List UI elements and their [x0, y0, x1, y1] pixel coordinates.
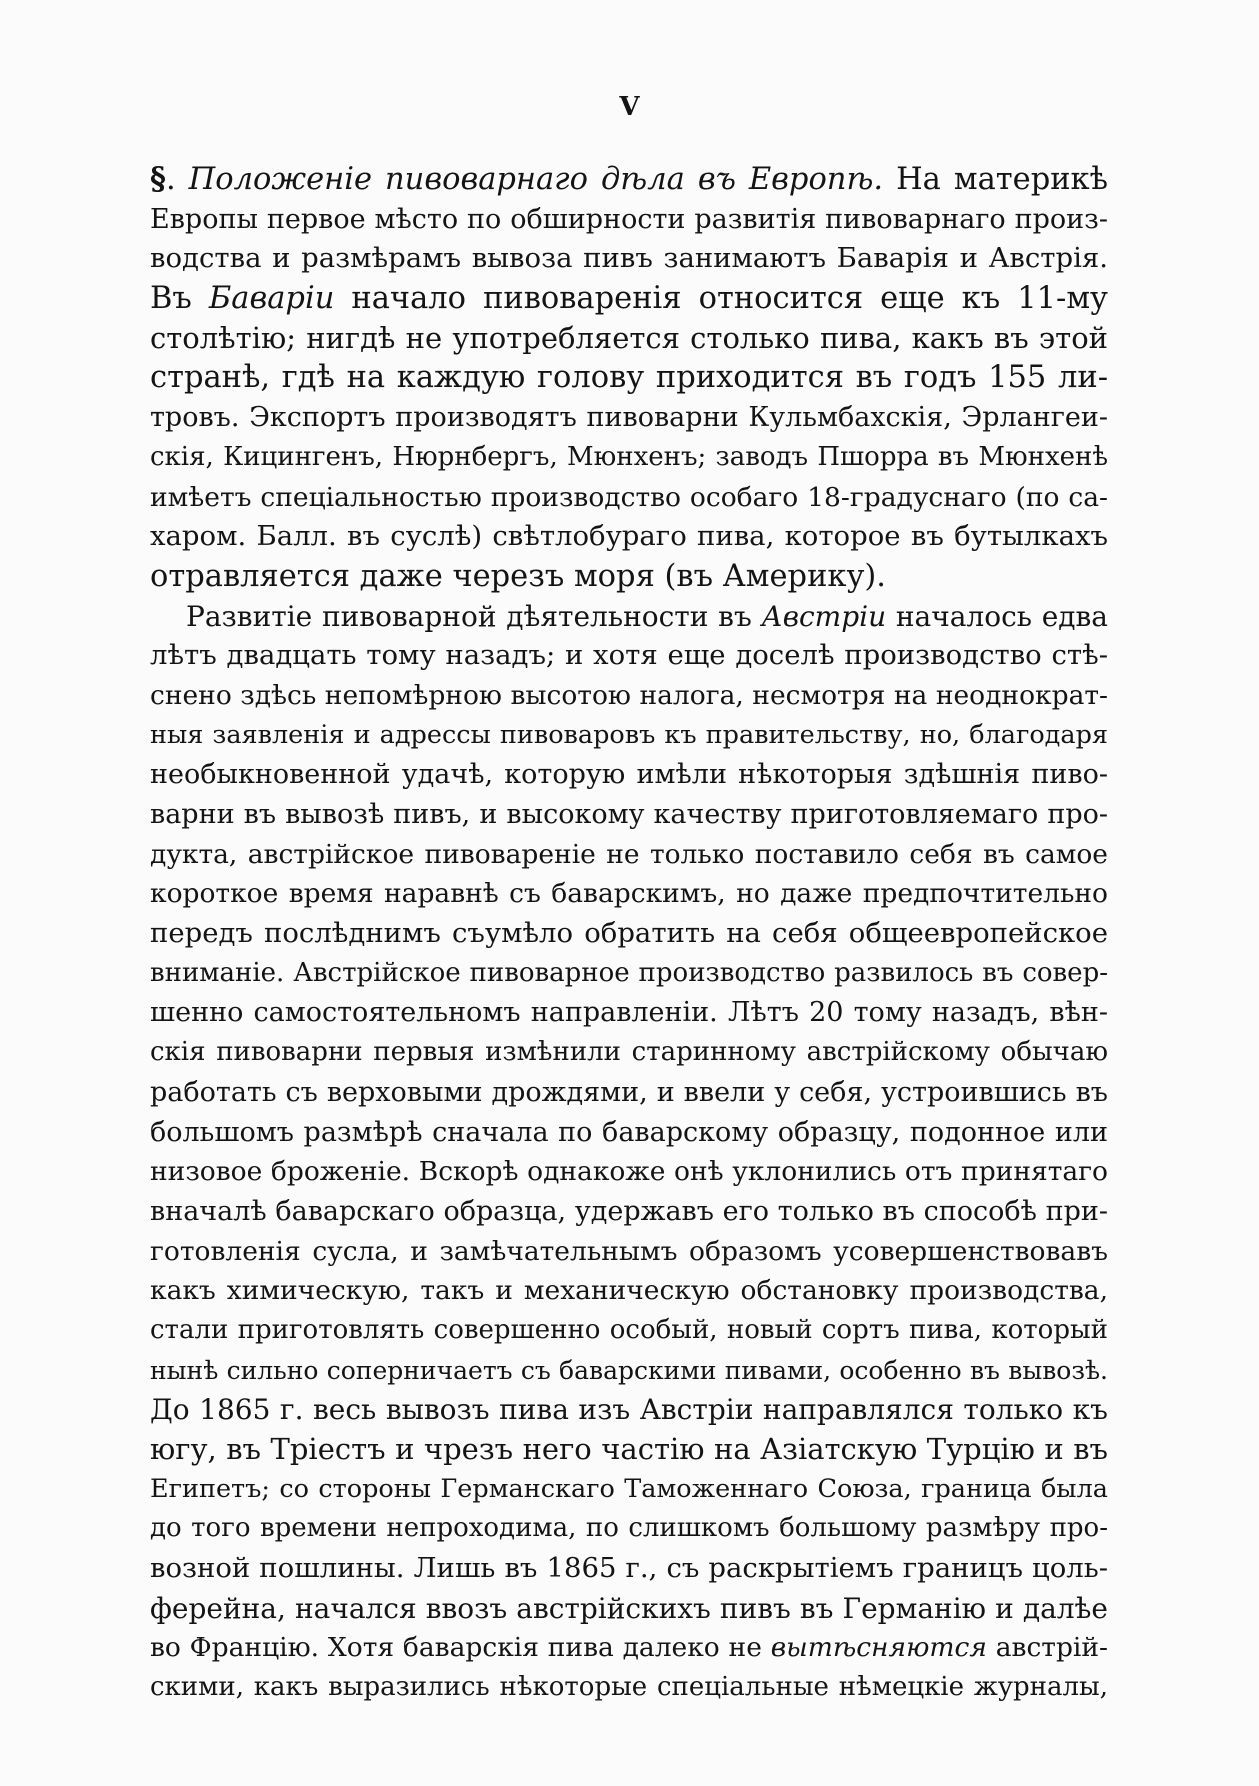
text-line: [150, 835, 1108, 875]
text-line: [150, 279, 1108, 319]
text-line: [150, 597, 1108, 637]
text-line: [150, 874, 1108, 914]
text-span: ныя заявленія и адрессы пивоваровъ къ правительству, но, благодаря: [150, 719, 1108, 750]
text-span: снено здѣсь непомѣрною высотою налога, несмотря на неоднократ-: [150, 679, 1108, 711]
text-span: работать съ верховыми дрождями, и ввели у себя, устроившись въ: [150, 1076, 1108, 1108]
text-line: [150, 993, 1108, 1033]
text-span: вначалѣ баварскаго образца, удержавъ его только въ способѣ при-: [150, 1195, 1108, 1227]
text-span: началось едва: [886, 599, 1108, 633]
text-span: Въ: [150, 281, 209, 317]
text-line: [150, 478, 1108, 518]
text-line: [150, 398, 1108, 438]
text-line: [150, 1113, 1108, 1153]
text-span: скими, какъ выразились нѣкоторые спеціальные нѣмецкіе журналы,: [150, 1672, 1108, 1703]
italic-text: Баваріи: [208, 281, 335, 317]
text-line: [150, 1589, 1108, 1629]
text-span: скія пивоварни первыя измѣнили старинному австрійскому обычаю: [150, 1037, 1108, 1068]
text-span: нынѣ сильно соперничаетъ съ баварскими пивами, особенно въ вывозѣ.: [150, 1355, 1108, 1385]
section-sign: §: [150, 161, 166, 197]
italic-text: Австріи: [761, 599, 887, 633]
italic-text: Положеніе пивоварнаго дѣла въ Европѣ.: [188, 162, 884, 197]
text-span: имѣетъ спеціальностью производство особаго 18-градуснаго (по са-: [150, 481, 1108, 513]
text-span: скія, Кицингенъ, Нюрнбергъ, Мюнхенъ; заводъ Пшорра въ Мюнхенѣ: [150, 441, 1108, 472]
text-line: [150, 1390, 1108, 1430]
text-line: [150, 1470, 1108, 1510]
text-span: На материкѣ: [883, 162, 1109, 197]
text-span: водства и размѣрамъ вывоза пивъ занимаютъ Баварія и Австрія.: [150, 242, 1108, 275]
body-text: [150, 160, 1108, 1708]
text-span: харом. Балл. въ суслѣ) свѣтлобураго пива, которое въ бутылкахъ: [150, 520, 1108, 553]
text-span: дукта, австрійское пивовареніе не только поставило себя въ самое: [150, 838, 1108, 870]
text-line: [150, 716, 1108, 756]
text-line: [150, 517, 1108, 557]
text-line: [150, 358, 1108, 398]
text-line: [150, 239, 1108, 279]
text-line: [150, 636, 1108, 676]
text-span: варни въ вывозѣ пивъ, и высокому качеству приготовляемаго про-: [150, 799, 1108, 830]
text-line: [150, 557, 1108, 597]
text-line: [150, 319, 1108, 359]
page-number: V: [619, 92, 640, 122]
text-line: [150, 160, 1108, 200]
text-span: столѣтію; нигдѣ не употребляется столько пива, какъ въ этой: [150, 320, 1108, 355]
text-line: [150, 954, 1108, 994]
text-line: [150, 1549, 1108, 1589]
text-line: [150, 1232, 1108, 1272]
text-span: странѣ, гдѣ на каждую голову приходится въ годъ 155 ли-: [150, 360, 1108, 396]
text-line: [150, 1192, 1108, 1232]
text-line: [150, 1271, 1108, 1311]
text-span: Развитіе пивоварной дѣятельности въ: [186, 599, 762, 633]
text-line: [150, 200, 1108, 240]
text-line: [150, 1073, 1108, 1113]
text-line: [150, 1351, 1108, 1391]
text-span: возной пошлины. Лишь въ 1865 г., съ раскрытіемъ границъ цоль-: [150, 1552, 1108, 1585]
text-line: [150, 1430, 1108, 1470]
text-span: до того времени непроходима, по слишкомъ большому размѣру про-: [150, 1513, 1108, 1544]
text-span: необыкновенной удачѣ, которую имѣли нѣкоторыя здѣшнія пиво-: [150, 759, 1108, 791]
text-span: готовленія сусла, и замѣчательнымъ образомъ усовершенствовавъ: [150, 1235, 1108, 1267]
text-line: [150, 795, 1108, 835]
text-line: [150, 755, 1108, 795]
text-span: короткое время наравнѣ съ баварскимъ, но даже предпочтительно: [150, 878, 1108, 910]
text-span: низовое броженіе. Вскорѣ однакоже онѣ уклонились отъ принятаго: [150, 1156, 1108, 1188]
text-span: шенно самостоятельномъ направленіи. Лѣтъ 20 тому назадъ, вѣн-: [150, 997, 1108, 1029]
text-line: [150, 438, 1108, 478]
text-span: югу, въ Тріестъ и чрезъ него частію на Азіатскую Турцію и въ: [150, 1432, 1108, 1466]
text-span: отравляется даже черезъ моря (въ Америку).: [150, 558, 887, 594]
text-span: тровъ. Экспортъ производятъ пивоварни Кульмбахскія, Эрлангеи-: [150, 402, 1108, 434]
text-span: Европы первое мѣсто по обширности развитія пивоварнаго произ-: [150, 203, 1108, 235]
text-span: ферейна, начался ввозъ австрійскихъ пивъ въ Германію и далѣе: [150, 1591, 1108, 1625]
text-line: [150, 1152, 1108, 1192]
text-span: во Францію. Хотя баварскія пива далеко не: [150, 1632, 771, 1664]
text-span: начало пивоваренія относится еще къ 11-му: [334, 281, 1108, 317]
text-line: [150, 1628, 1108, 1668]
text-span: какъ химическую, такъ и механическую обстановку производства,: [150, 1275, 1108, 1307]
text-line: [150, 1509, 1108, 1549]
text-span: Египетъ; со стороны Германскаго Таможеннаго Союза, граница была: [150, 1473, 1108, 1504]
text-span: вниманіе. Австрійское пивоварное производство развилось въ совер-: [150, 957, 1108, 988]
text-line: [150, 1311, 1108, 1351]
text-span: До 1865 г. весь вывозъ пива изъ Австріи направлялся только къ: [150, 1393, 1108, 1427]
text-span: австрій-: [986, 1632, 1108, 1664]
text-span: .: [165, 162, 189, 197]
text-span: большомъ размѣрѣ сначала по баварскому образцу, подонное или: [150, 1116, 1108, 1148]
italic-text: вытѣсняются: [770, 1632, 987, 1664]
text-line: [150, 1668, 1108, 1708]
text-line: [150, 1033, 1108, 1073]
text-line: [150, 914, 1108, 954]
text-span: стали приготовлять совершенно особый, новый сортъ пива, который: [150, 1314, 1108, 1345]
text-span: лѣтъ двадцать тому назадъ; и хотя еще доселѣ производство стѣ-: [150, 639, 1108, 672]
text-span: передъ послѣднимъ съумѣло обратить на себя общеевропейское: [150, 917, 1108, 950]
text-line: [150, 676, 1108, 716]
